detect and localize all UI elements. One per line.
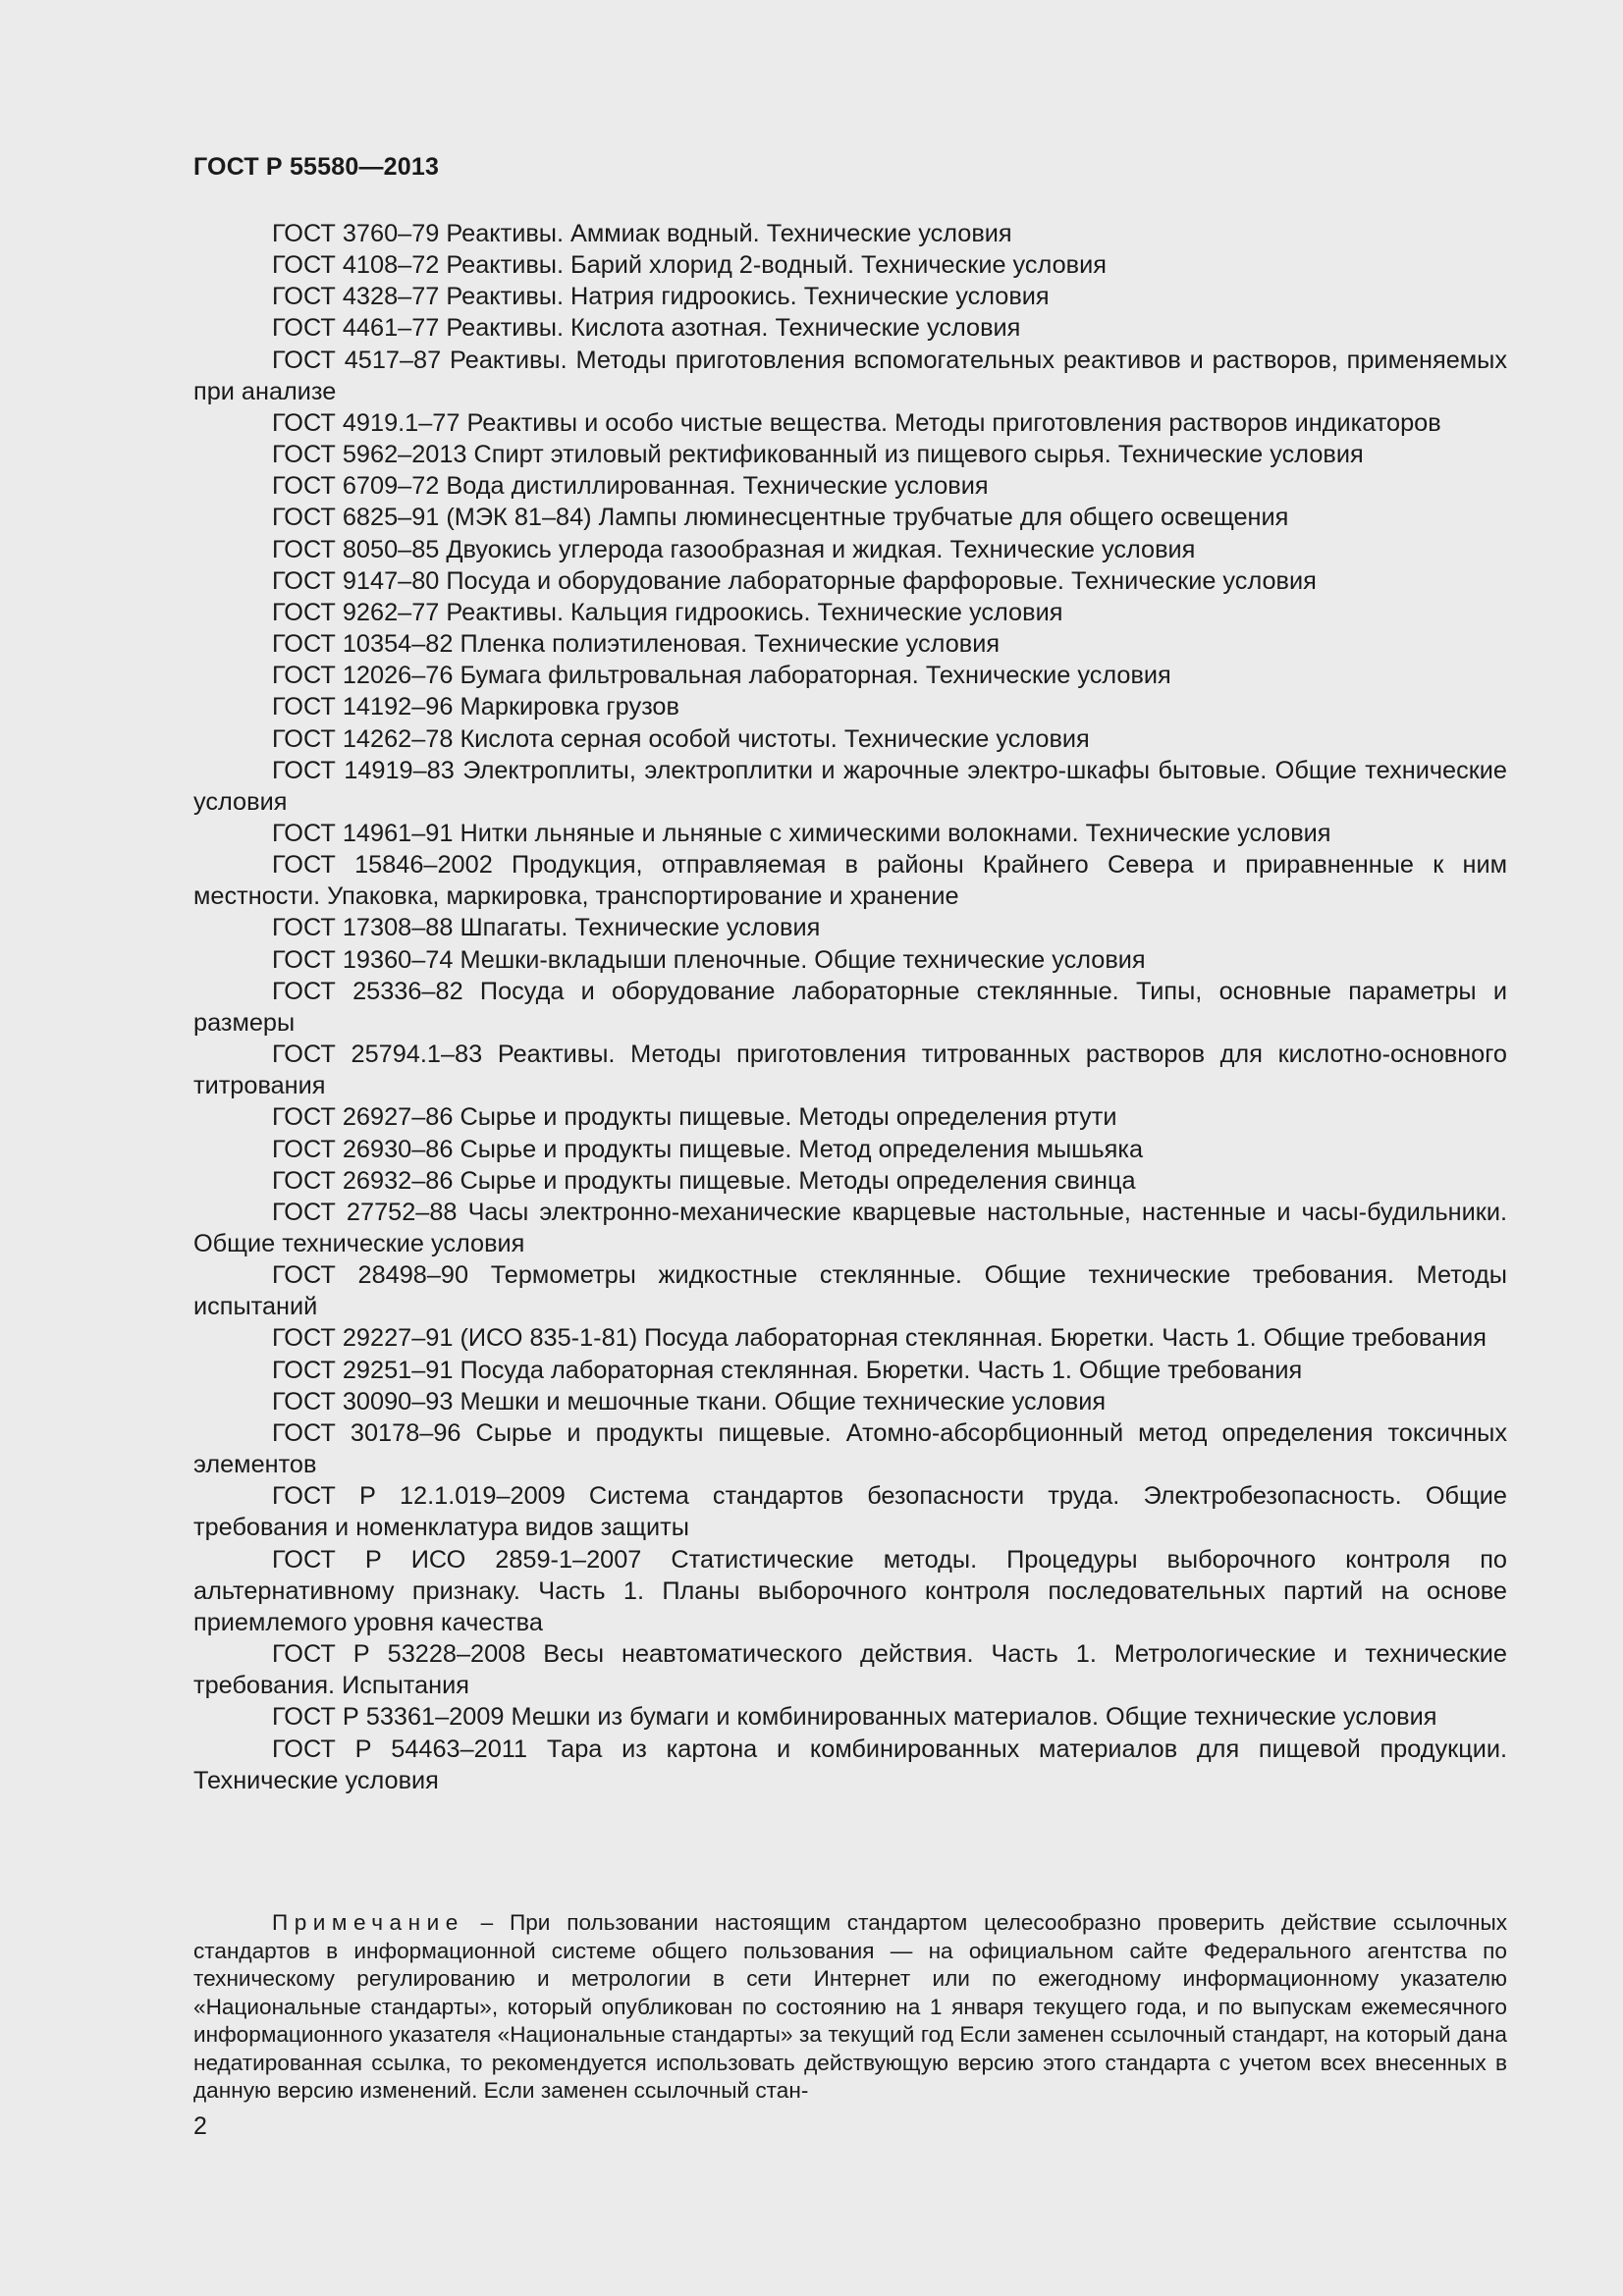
note-block: [193, 1909, 1507, 2106]
reference-item: ГОСТ 5962–2013 Спирт этиловый ректификованный из пищевого сырья. Технические условия: [272, 441, 1364, 469]
normative-references-list: [193, 218, 1507, 1796]
reference-item: ГОСТ 4919.1–77 Реактивы и особо чистые вещества. Методы приготовления растворов индикаторов: [272, 408, 1441, 437]
page-number: 2: [193, 2112, 207, 2140]
reference-item: ГОСТ 27752–88 Часы электронно-механические кварцевые настольные, настенные и часы-будильники. Общие технические условия: [193, 1198, 1507, 1257]
reference-item: ГОСТ 19360–74 Мешки-вкладыши пленочные. Общие технические условия: [272, 945, 1146, 974]
reference-item: ГОСТ 29227–91 (ИСО 835-1-81) Посуда лабораторная стеклянная. Бюретки. Часть 1. Общие требования: [272, 1324, 1487, 1353]
reference-item: ГОСТ 28498–90 Термометры жидкостные стеклянные. Общие технические требования. Методы испытаний: [193, 1261, 1507, 1321]
reference-item: ГОСТ Р 12.1.019–2009 Система стандартов безопасности труда. Электробезопасность. Общие требования и номенклатура видов защиты: [193, 1482, 1507, 1542]
note-paragraph: [193, 1909, 1507, 2106]
reference-item: ГОСТ 17308–88 Шпагаты. Технические условия: [272, 914, 821, 942]
reference-item: ГОСТ 14961–91 Нитки льняные и льняные с химическими волокнами. Технические условия: [272, 819, 1331, 847]
reference-item: ГОСТ 4108–72 Реактивы. Барий хлорид 2-водный. Технические условия: [272, 251, 1107, 280]
document-header: ГОСТ Р 55580—2013: [193, 153, 440, 181]
reference-item: ГОСТ 30178–96 Сырье и продукты пищевые. Атомно-абсорбционный метод определения токсичных элементов: [193, 1418, 1507, 1479]
reference-item: ГОСТ 14192–96 Маркировка грузов: [272, 693, 679, 721]
reference-item: ГОСТ 30090–93 Мешки и мешочные ткани. Общие технические условия: [272, 1387, 1107, 1415]
reference-item: ГОСТ 6709–72 Вода дистиллированная. Технические условия: [272, 472, 989, 501]
reference-item: ГОСТ Р 54463–2011 Тара из картона и комбинированных материалов для пищевой продукции. Технические условия: [193, 1735, 1507, 1794]
reference-item: ГОСТ 14919–83 Электроплиты, электроплитки и жарочные электро-шкафы бытовые. Общие технические условия: [193, 756, 1507, 816]
reference-item: ГОСТ Р ИСО 2859-1–2007 Статистические методы. Процедуры выборочного контроля по альтернативному признаку. Часть 1. Планы выборочного контроля последовательных партий на основе приемлемого уровня качества: [193, 1545, 1507, 1636]
note-text: – При пользовании настоящим стандартом целесообразно проверить действие ссылочных стандартов в информационной системе общего пользования — на официальном сайте Федерального агентства по техническому регулированию и метрологии в сети Интернет или по ежегодному информационному указателю «Национальные стандарты», который опубликован по состоянию на 1 января текущего года, и по выпускам ежемесячного информационного указателя «Национальные стандарты» за текущий год Если заменен ссылочный стандарт, на который дана недатированная ссылка, то рекомендуется использовать действующую версию этого стандарта с учетом всех внесенных в данную версию изменений. Если заменен ссылочный стан-: [193, 1910, 1507, 2103]
reference-item: ГОСТ 14262–78 Кислота серная особой чистоты. Технические условия: [272, 724, 1090, 753]
reference-item: ГОСТ 9262–77 Реактивы. Кальция гидроокись. Технические условия: [272, 598, 1063, 626]
reference-item: ГОСТ Р 53228–2008 Весы неавтоматического действия. Часть 1. Метрологические и технические требования. Испытания: [193, 1640, 1507, 1700]
reference-item: ГОСТ 9147–80 Посуда и оборудование лабораторные фарфоровые. Технические условия: [272, 566, 1317, 595]
reference-item: ГОСТ 6825–91 (МЭК 81–84) Лампы люминесцентные трубчатые для общего освещения: [272, 504, 1289, 532]
reference-item: ГОСТ 25336–82 Посуда и оборудование лабораторные стеклянные. Типы, основные параметры и размеры: [193, 977, 1507, 1037]
reference-item: ГОСТ 26927–86 Сырье и продукты пищевые. Методы определения ртути: [272, 1103, 1117, 1132]
reference-item: ГОСТ 12026–76 Бумага фильтровальная лабораторная. Технические условия: [272, 662, 1171, 690]
reference-item: ГОСТ 25794.1–83 Реактивы. Методы приготовления титрованных растворов для кислотно-основного титрования: [193, 1041, 1507, 1100]
reference-item: ГОСТ 10354–82 Пленка полиэтиленовая. Технические условия: [272, 630, 1001, 659]
reference-item: ГОСТ Р 53361–2009 Мешки из бумаги и комбинированных материалов. Общие технические условия: [272, 1703, 1437, 1732]
reference-item: ГОСТ 8050–85 Двуокись углерода газообразная и жидкая. Технические условия: [272, 535, 1196, 563]
reference-item: ГОСТ 4517–87 Реактивы. Методы приготовления вспомогательных реактивов и растворов, применяемых при анализе: [193, 346, 1507, 405]
note-label: Примечание: [272, 1910, 464, 1935]
reference-item: ГОСТ 4328–77 Реактивы. Натрия гидроокись. Технические условия: [272, 283, 1050, 311]
reference-item: ГОСТ 29251–91 Посуда лабораторная стеклянная. Бюретки. Часть 1. Общие требования: [272, 1356, 1303, 1384]
reference-item: ГОСТ 4461–77 Реактивы. Кислота азотная. Технические условия: [272, 314, 1021, 343]
reference-item: ГОСТ 3760–79 Реактивы. Аммиак водный. Технические условия: [272, 220, 1012, 247]
reference-item: ГОСТ 26930–86 Сырье и продукты пищевые. Метод определения мышьяка: [272, 1135, 1144, 1163]
reference-item: ГОСТ 15846–2002 Продукция, отправляемая в районы Крайнего Севера и приравненные к ним местности. Упаковка, маркировка, транспортирование и хранение: [193, 851, 1507, 911]
reference-item: ГОСТ 26932–86 Сырье и продукты пищевые. Методы определения свинца: [272, 1166, 1136, 1195]
